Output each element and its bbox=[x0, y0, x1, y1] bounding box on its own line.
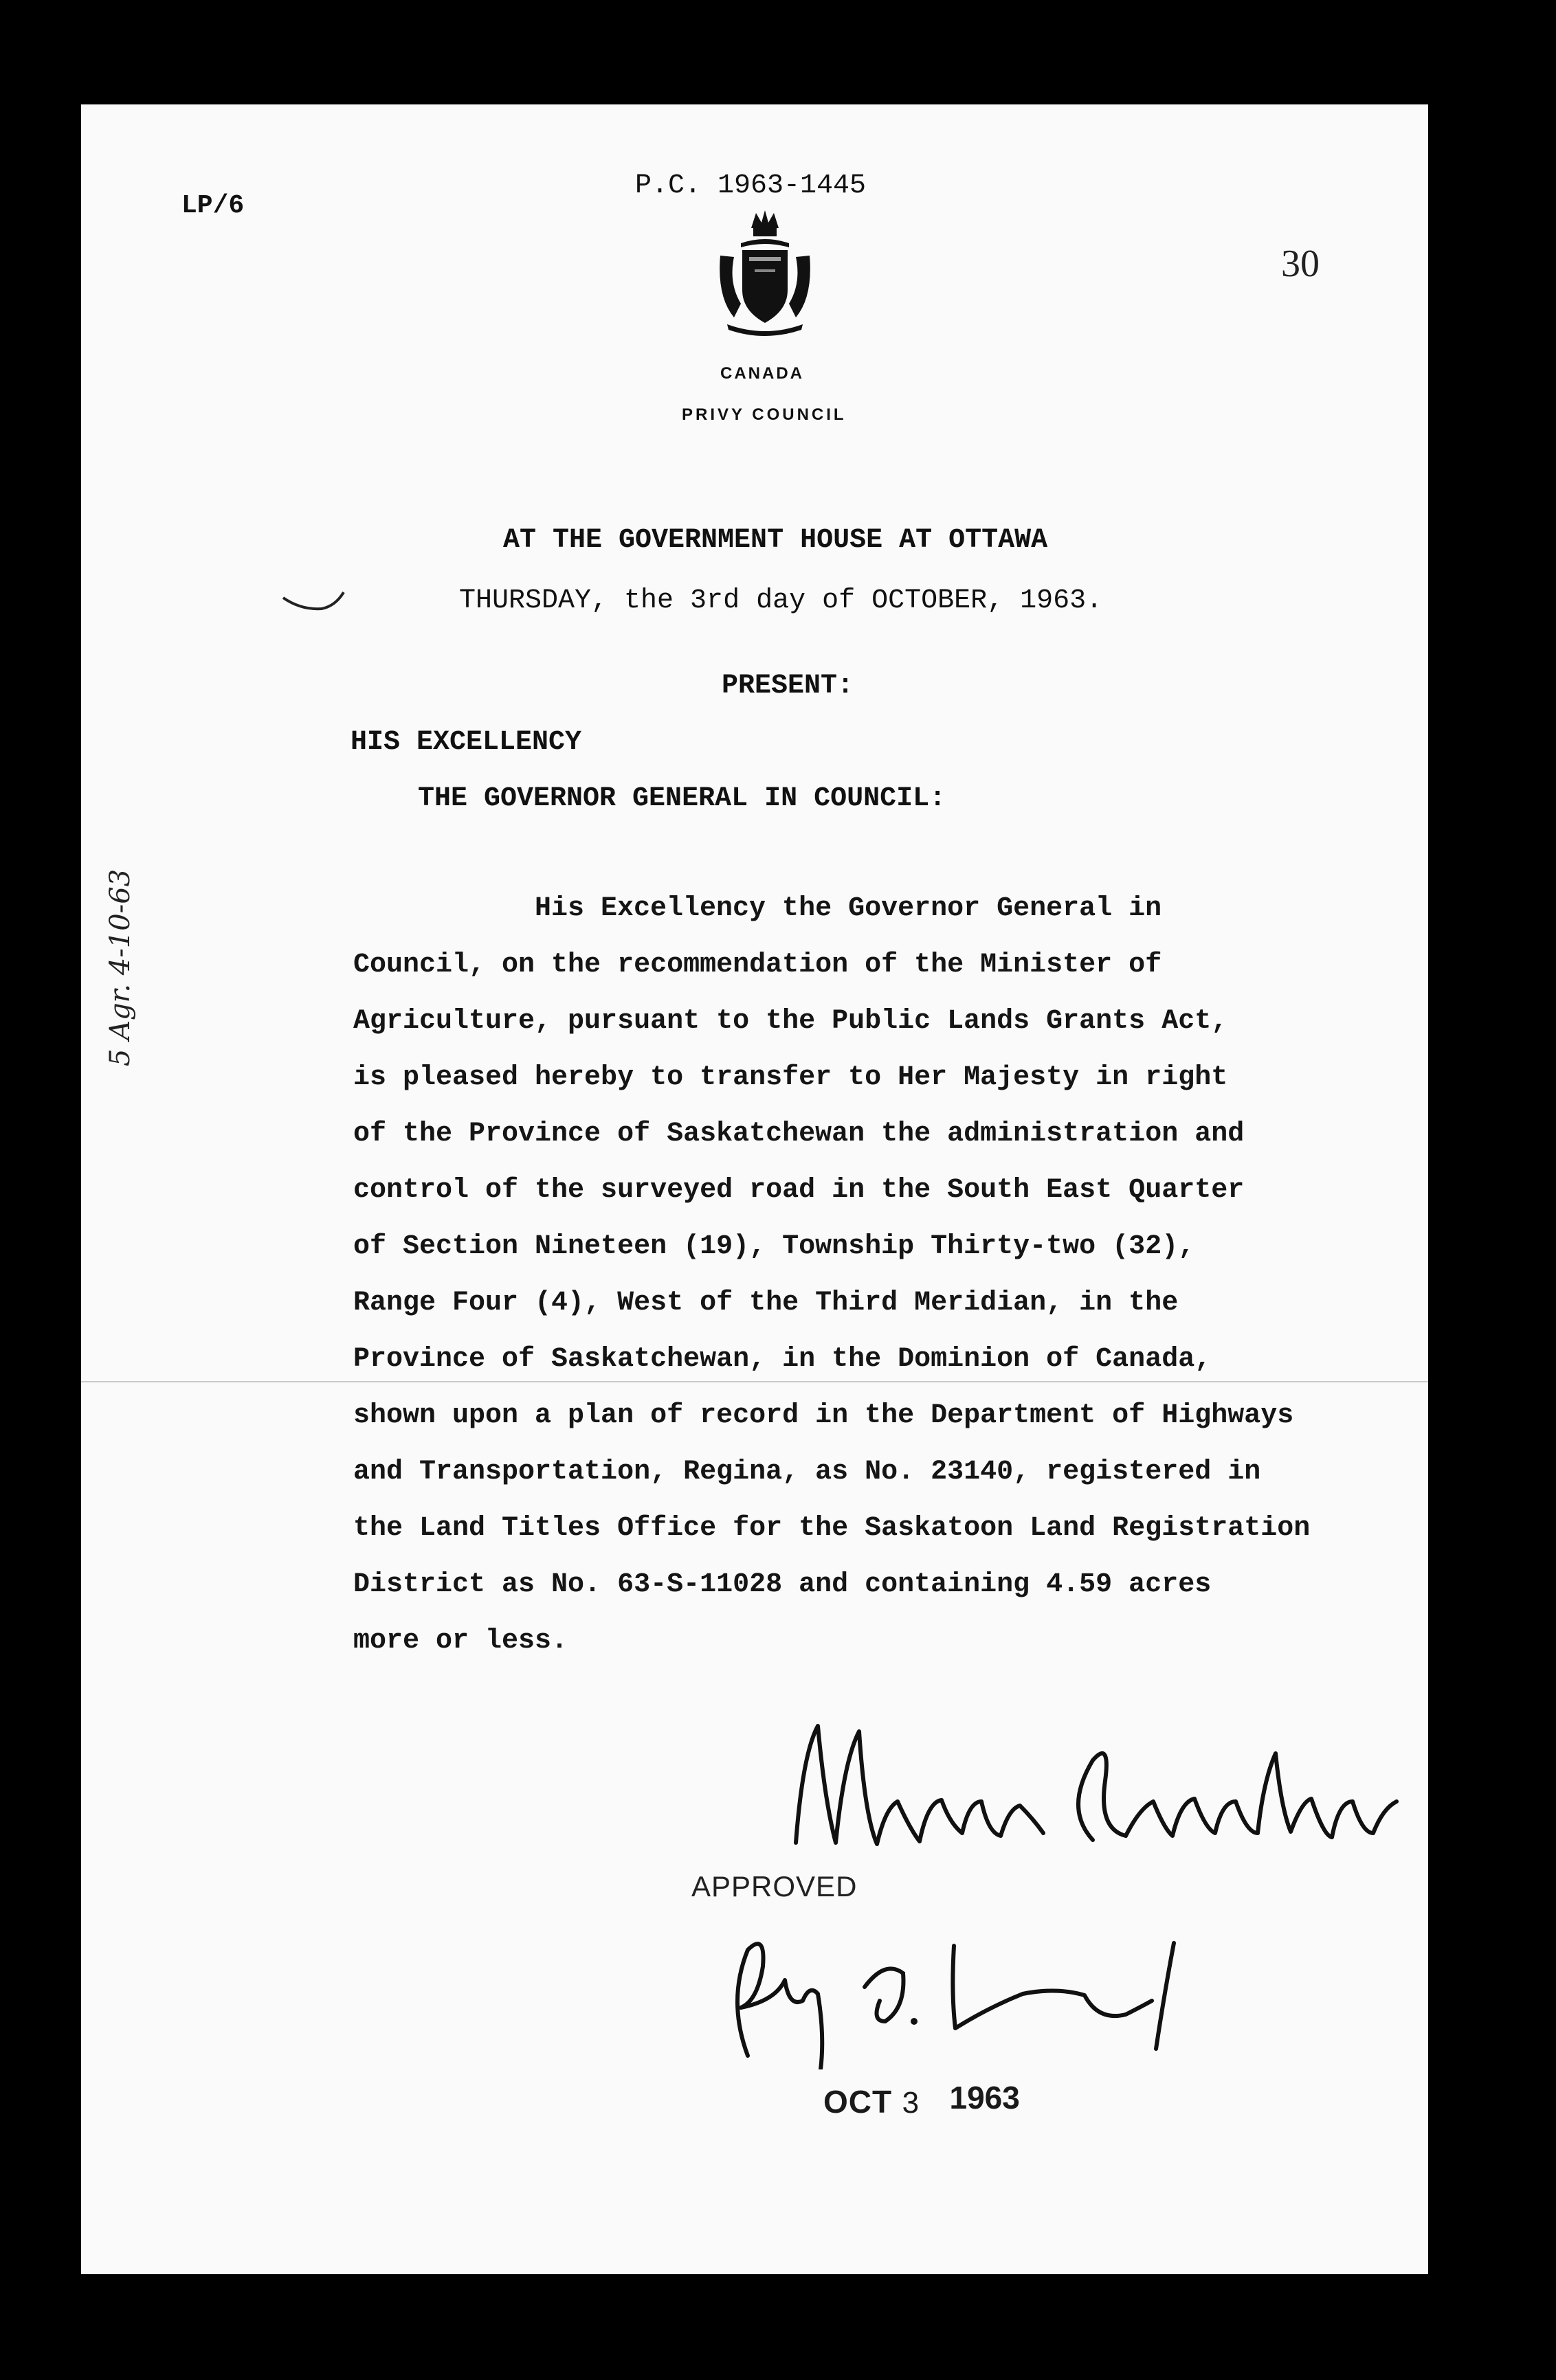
body-line: District as No. 63-S-11028 and containing 4.59 acres bbox=[353, 1569, 1212, 1600]
clerk-signature bbox=[782, 1698, 1414, 1863]
body-line: Agriculture, pursuant to the Public Lands Grants Act, bbox=[353, 1006, 1228, 1037]
stamp-year: 1963 bbox=[949, 2080, 1020, 2115]
approval-date-stamp bbox=[823, 2080, 1020, 2120]
body-line: Council, on the recommendation of the Minister of bbox=[353, 950, 1162, 980]
document-page bbox=[81, 104, 1428, 2274]
page-number: 30 bbox=[1281, 243, 1320, 285]
addressee-line-2: THE GOVERNOR GENERAL IN COUNCIL: bbox=[418, 783, 946, 814]
file-reference: LP/6 bbox=[181, 191, 245, 221]
stamp-day: 3 bbox=[902, 2086, 920, 2120]
body-line: is pleased hereby to transfer to Her Majesty in right bbox=[353, 1062, 1228, 1093]
governor-general-signature bbox=[700, 1918, 1222, 2069]
location-line: AT THE GOVERNMENT HOUSE AT OTTAWA bbox=[503, 525, 1048, 556]
stamp-month: OCT bbox=[823, 2084, 893, 2120]
body-line: His Excellency the Governor General in bbox=[535, 893, 1162, 924]
addressee-line-1: HIS EXCELLENCY bbox=[351, 727, 582, 758]
issuing-body: PRIVY COUNCIL bbox=[682, 405, 847, 424]
body-line: Province of Saskatchewan, in the Dominion of Canada, bbox=[353, 1344, 1212, 1375]
body-line: the Land Titles Office for the Saskatoon Land Registration bbox=[353, 1513, 1311, 1544]
body-line: of Section Nineteen (19), Township Thirty-two (32), bbox=[353, 1231, 1195, 1262]
body-line: and Transportation, Regina, as No. 23140, registered in bbox=[353, 1457, 1261, 1488]
present-label: PRESENT: bbox=[722, 671, 854, 701]
date-line: THURSDAY, the 3rd day of OCTOBER, 1963. bbox=[459, 585, 1103, 616]
check-mark-icon bbox=[280, 585, 356, 620]
body-line: Range Four (4), West of the Third Meridian, in the bbox=[353, 1288, 1179, 1318]
body-line: shown upon a plan of record in the Department of Highways bbox=[353, 1400, 1294, 1431]
crest-caption: CANADA bbox=[720, 364, 804, 383]
order-number: P.C. 1963-1445 bbox=[635, 170, 867, 201]
coat-of-arms-icon bbox=[713, 207, 816, 345]
body-line: of the Province of Saskatchewan the administration and bbox=[353, 1119, 1245, 1149]
margin-annotation: 5 Agr. 4-10-63 bbox=[104, 868, 136, 1066]
approved-label: APPROVED bbox=[691, 1870, 858, 1902]
body-line: control of the surveyed road in the South East Quarter bbox=[353, 1175, 1245, 1206]
body-line: more or less. bbox=[353, 1626, 568, 1657]
